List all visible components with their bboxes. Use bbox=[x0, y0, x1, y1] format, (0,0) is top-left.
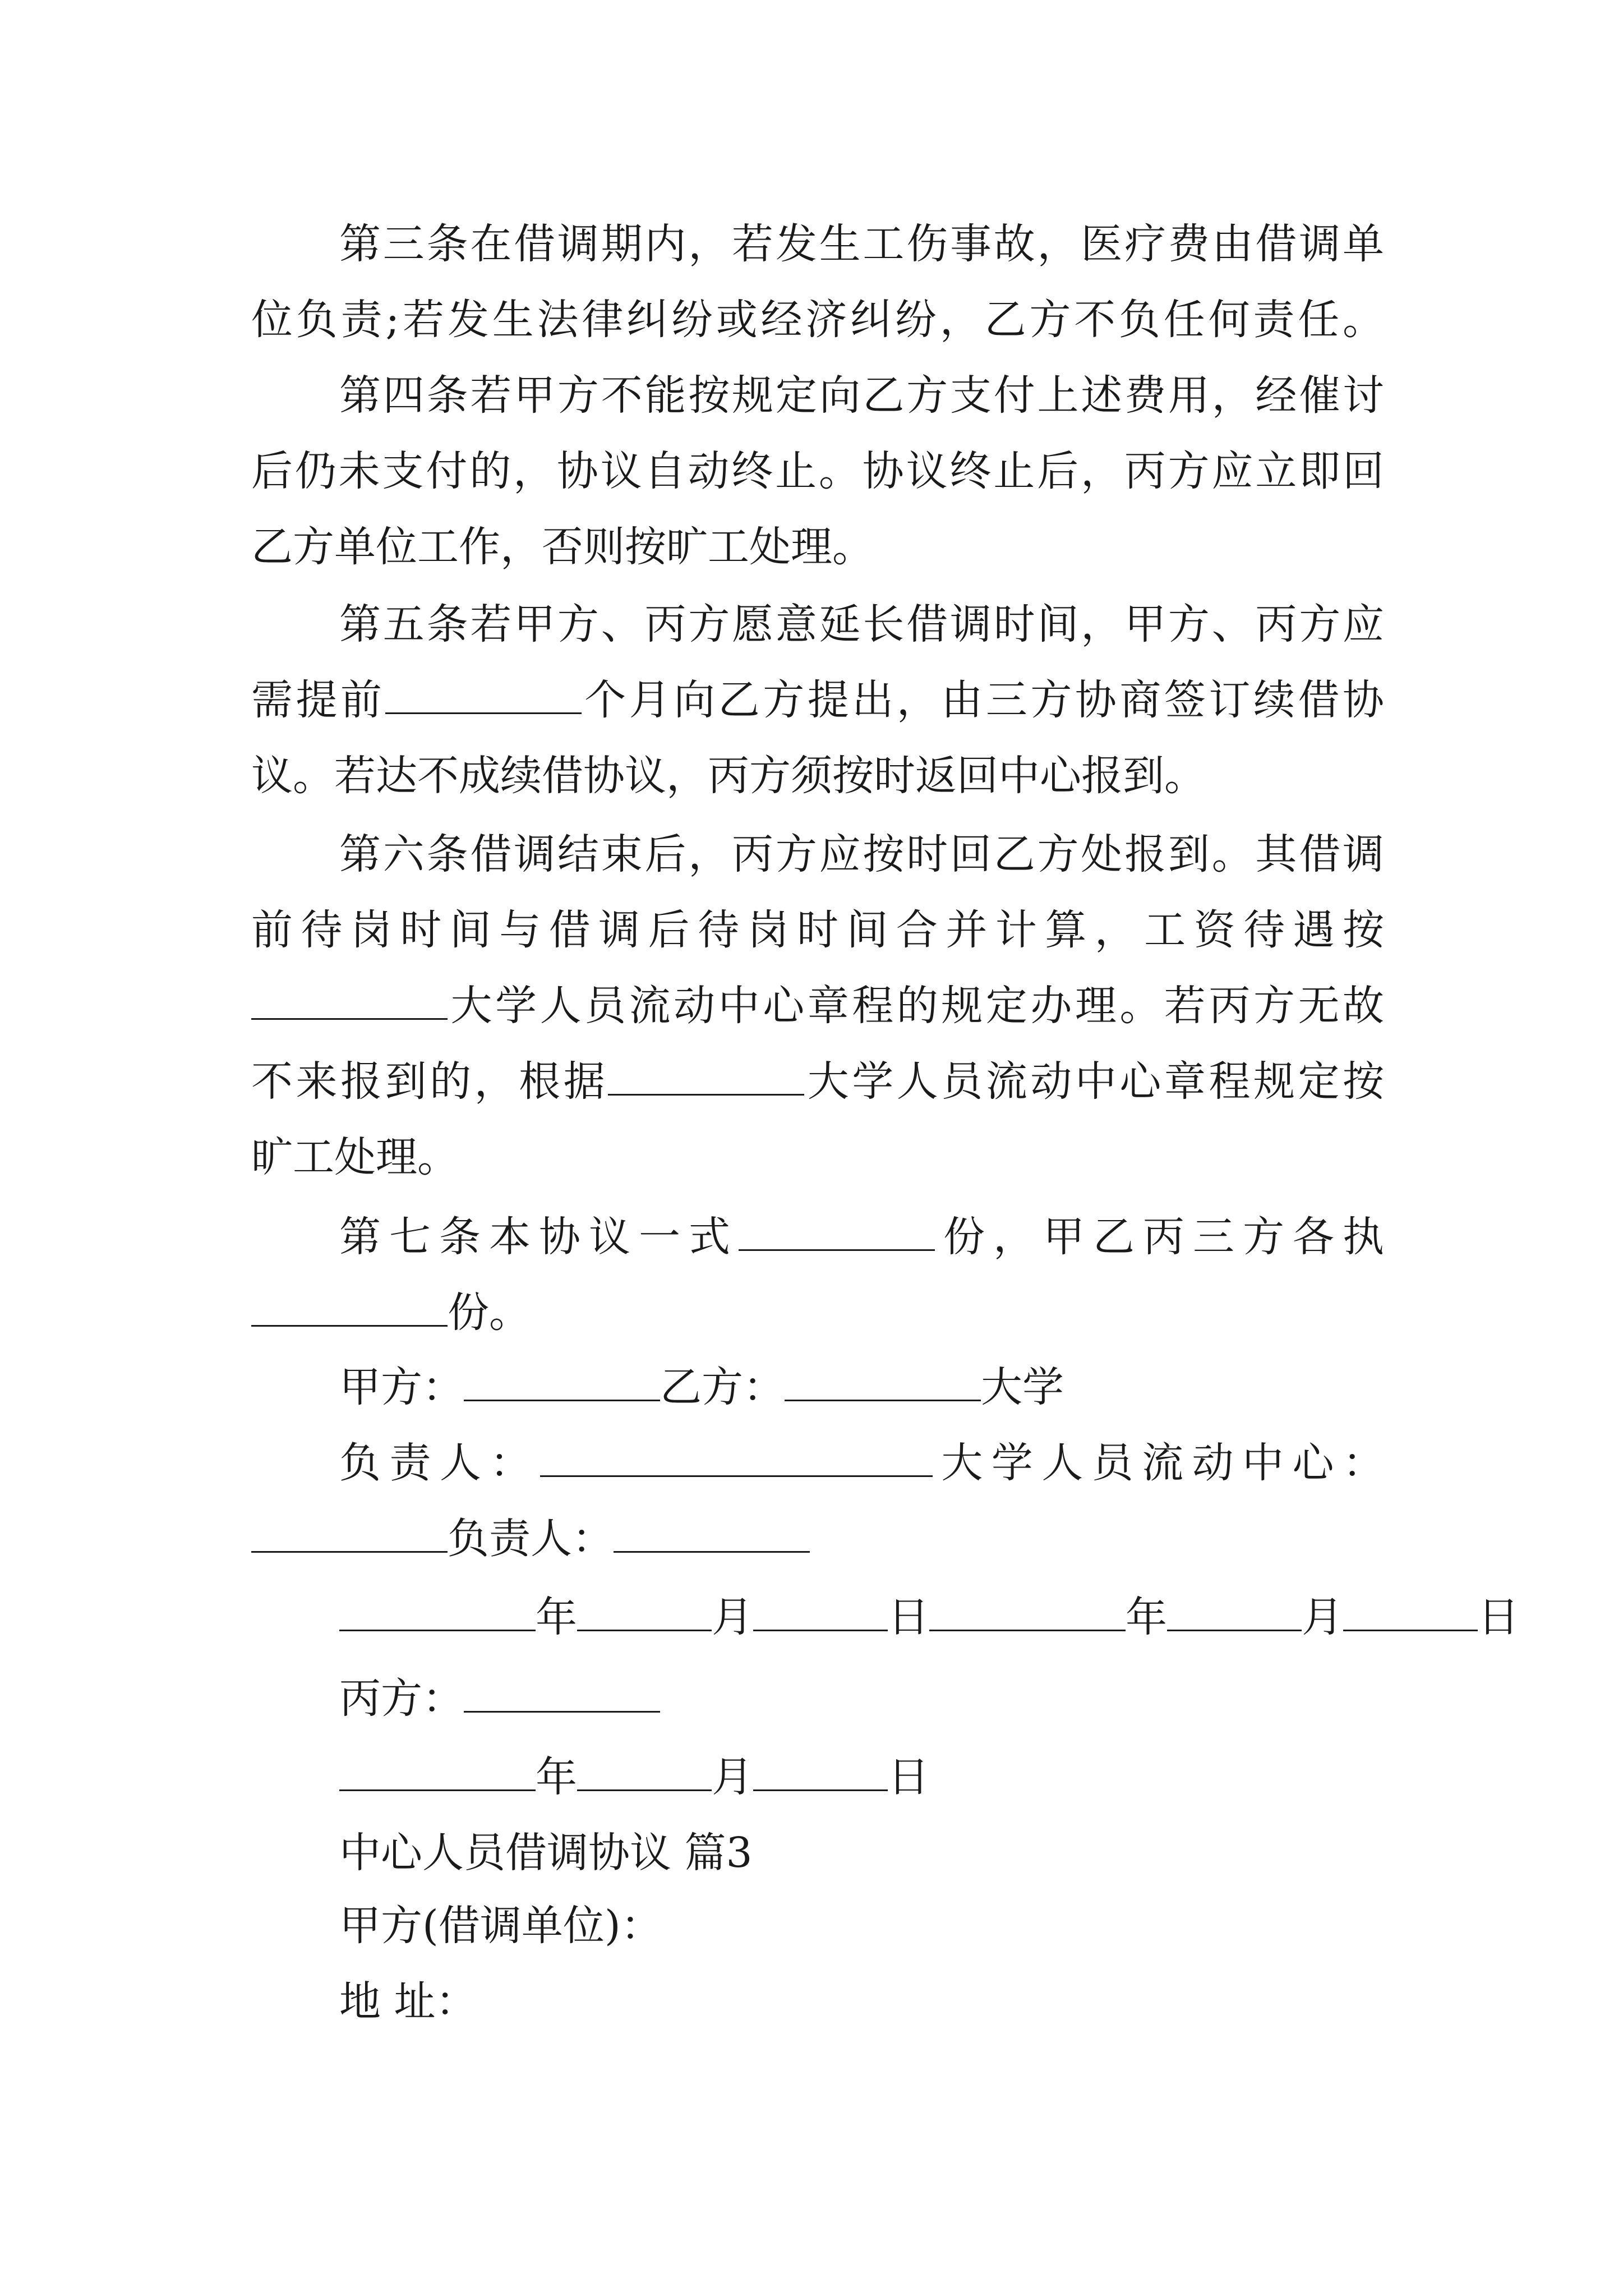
blank-field bbox=[753, 1750, 888, 1791]
sign-date-row-2: 年 月 日 bbox=[339, 1749, 1384, 1805]
blank-field bbox=[608, 1055, 804, 1096]
blank-field bbox=[339, 1590, 536, 1631]
blank-field bbox=[739, 1210, 935, 1251]
sign-date-row-1: 年 月 日 年 月 日 bbox=[339, 1589, 1384, 1645]
sign-party-a-b: 甲方： 乙方： 大学 bbox=[339, 1359, 1384, 1415]
section-title: 中心人员借调协议 篇3 bbox=[339, 1829, 753, 1877]
next-party-a: 甲方(借调单位)： bbox=[339, 1902, 662, 1950]
blank-field bbox=[785, 1360, 981, 1401]
article-7-line-2: 份。 bbox=[251, 1285, 1384, 1341]
article-5-line-1: 第五条若甲方、丙方愿意延长借调时间，甲方、丙方应 bbox=[339, 600, 1384, 648]
blank-field bbox=[1167, 1590, 1302, 1631]
sign-party-c: 丙方： bbox=[339, 1671, 1384, 1727]
article-3-line-1: 第三条在借调期内，若发生工伤事故，医疗费由借调单 bbox=[339, 220, 1384, 268]
article-4-line-3: 乙方单位工作，否则按旷工处理。 bbox=[251, 523, 874, 571]
article-6-line-3: 大学人员流动中心章程的规定办理。若丙方无故 bbox=[251, 978, 1384, 1034]
blank-field bbox=[251, 979, 448, 1020]
blank-field bbox=[385, 673, 582, 714]
article-6-line-1: 第六条借调结束后，丙方应按时回乙方处报到。其借调 bbox=[339, 830, 1384, 878]
blank-field bbox=[464, 1360, 660, 1401]
article-6-line-2: 前待岗时间与借调后待岗时间合并计算，工资待遇按 bbox=[251, 906, 1384, 954]
article-3-line-2: 位负责;若发生法律纠纷或经济纠纷，乙方不负任何责任。 bbox=[251, 296, 1384, 344]
article-6-line-5: 旷工处理。 bbox=[251, 1133, 459, 1181]
article-6-line-4: 不来报到的，根据 大学人员流动中心章程规定按 bbox=[251, 1053, 1384, 1110]
next-address: 地 址： bbox=[339, 1977, 477, 2026]
blank-field bbox=[251, 1512, 448, 1553]
blank-field bbox=[577, 1750, 712, 1791]
blank-field bbox=[540, 1436, 933, 1477]
blank-field bbox=[251, 1286, 448, 1327]
article-5-line-3: 议。若达不成续借协议，丙方须按时返回中心报到。 bbox=[251, 752, 1206, 800]
blank-field bbox=[929, 1590, 1126, 1631]
blank-field bbox=[577, 1590, 712, 1631]
blank-field bbox=[1343, 1590, 1478, 1631]
article-4-line-1: 第四条若甲方不能按规定向乙方支付上述费用，经催讨 bbox=[339, 371, 1384, 420]
blank-field bbox=[464, 1672, 660, 1713]
article-7-line-1: 第七条本协议一式 份，甲乙丙三方各执 bbox=[339, 1209, 1384, 1265]
article-5-line-2: 需提前 个月向乙方提出，由三方协商签订续借协 bbox=[251, 672, 1384, 728]
blank-field bbox=[753, 1590, 888, 1631]
article-4-line-2: 后仍未支付的，协议自动终止。协议终止后，丙方应立即回 bbox=[251, 447, 1384, 495]
sign-person-in-charge: 负责人： 大学人员流动中心： bbox=[339, 1435, 1384, 1491]
blank-field bbox=[614, 1512, 810, 1553]
blank-field bbox=[339, 1750, 536, 1791]
sign-person-in-charge-2: 负责人： bbox=[251, 1511, 1384, 1567]
